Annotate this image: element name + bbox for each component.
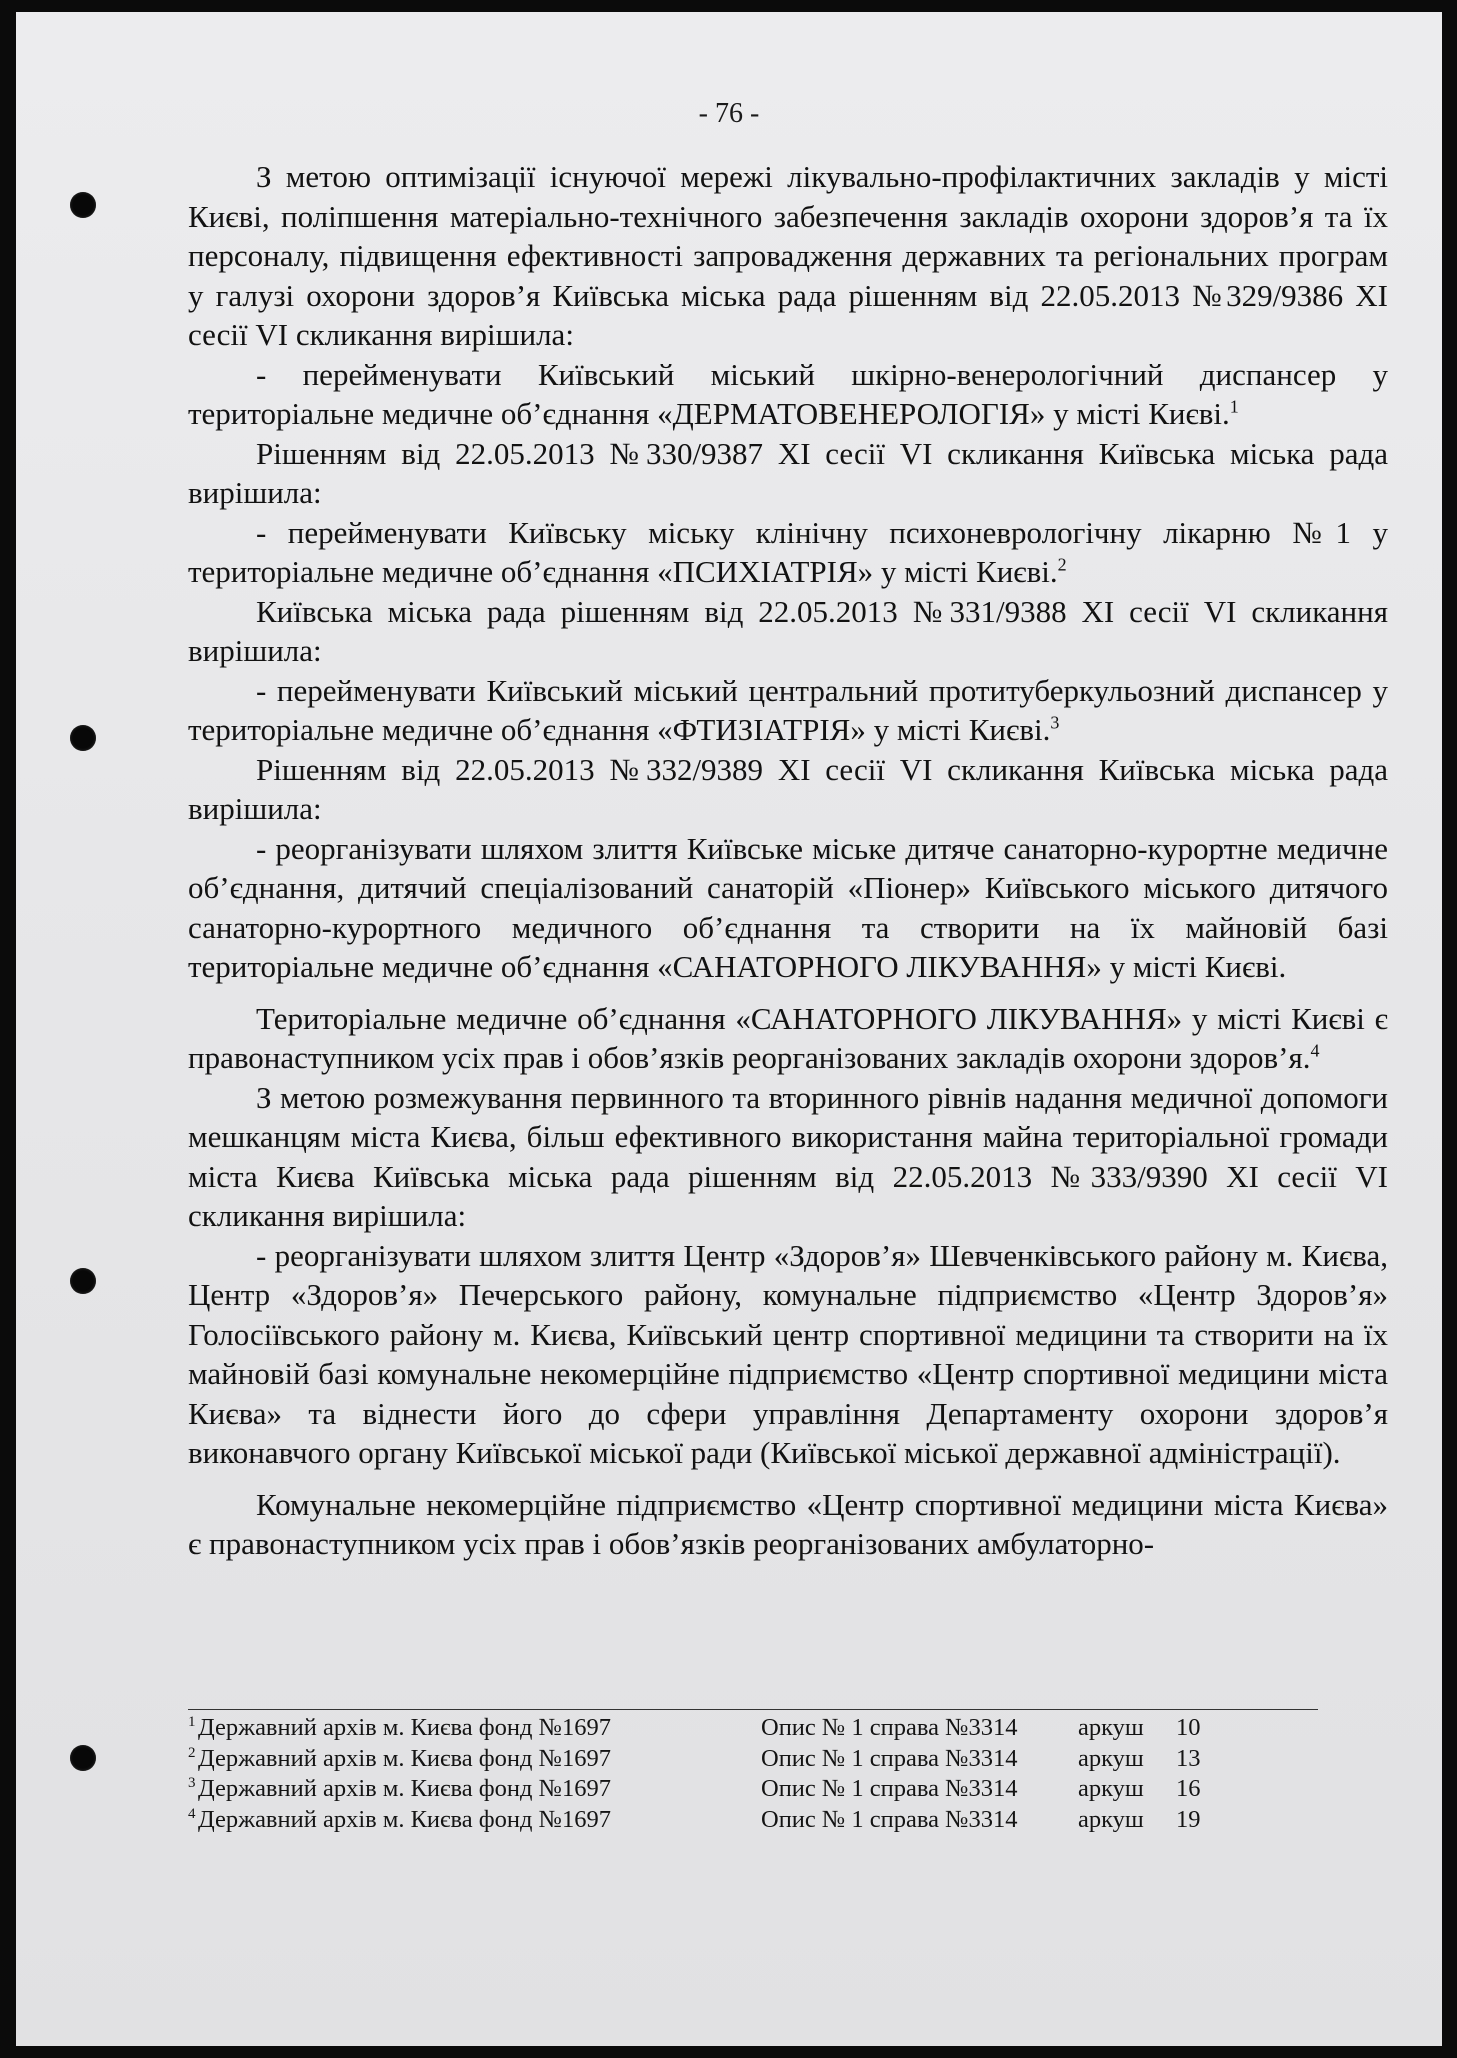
page-number: - 76 - [698, 98, 760, 129]
footnote-mark: 3 [188, 1775, 196, 1791]
footnote-source: Державний архів м. Києва фонд №1697 [198, 1775, 612, 1802]
document-page [16, 12, 1442, 2046]
footnote-ref: 2 [1057, 554, 1067, 575]
footnote-mark: 2 [188, 1744, 196, 1761]
paragraph: - перейменувати Київську міську клінічну психоневрологічну лікарню №1 у територіальне медичне об’єднання «ПСИХІАТРІЯ» у місті Києві.$^2$ [188, 514, 1388, 589]
footnote-arkush-label: аркуш [1078, 1805, 1144, 1833]
paragraph: Комунальне некомерційне підприємство «Центр спортивної медицини міста Києва» є правонаступником усіх прав і обов’язків реорганізованих амбулаторно- [188, 1486, 1388, 1561]
footnote-opys: Опис № 1 справа №3314 [761, 1775, 1018, 1802]
paragraph: Територіальне медичне об’єднання «САНАТОРНОГО ЛІКУВАННЯ» у місті Києві є правонаступником усіх прав і обов’язків реорганізованих закладів охорони здоров’я.$^4$ [188, 1000, 1388, 1075]
footnote-row [188, 1805, 1318, 1836]
punch-hole-icon [70, 725, 96, 751]
paragraph: - перейменувати Київський міський центральний протитуберкульозний диспансер у територіальне медичне об’єднання «ФТИЗІАТРІЯ» у місті Києві.$^3$ [188, 672, 1388, 747]
footnote-arkush-label: аркуш [1078, 1744, 1144, 1772]
footnote-row [188, 1744, 1318, 1775]
paragraph: З метою розмежування первинного та вторинного рівнів надання медичної допомоги мешканцям міста Києва, більш ефективного використання майна територіальної громади міста Києва Київська міська рада рішенням від 22.05.2013 №333/9390 XI сесії VI скликання вирішила: [188, 1079, 1388, 1233]
paragraph: Рішенням від 22.05.2013 №332/9389 XI сесії VI скликання Київська міська рада вирішила: [188, 751, 1388, 826]
footnote-source: Державний архів м. Києва фонд №1697 [198, 1744, 612, 1772]
paragraph: - реорганізувати шляхом злиття Центр «Здоров’я» Шевченківського району м. Києва, Центр «Здоров’я» Печерського району, комунальне підприємство «Центр Здоров’я» Голосіївського району м. Києва, Київський центр спортивної медицини та створити на їх майновій базі комунальне некомерційне підприємство «Центр спортивної медицини міста Києва» та віднести його до сфери управління Департаменту охорони здоров’я виконавчого органу Київської міської ради (Київської міської державної адміністрації). [188, 1237, 1388, 1470]
footnote-arkush-label: аркуш [1078, 1714, 1144, 1741]
paragraph: Київська міська рада рішенням від 22.05.2013 №331/9388 XI сесії VI скликання вирішила: [188, 593, 1388, 668]
footnote-arkush-number: 13 [1176, 1744, 1201, 1772]
footnote-row [188, 1774, 1318, 1805]
footnote-source: Державний архів м. Києва фонд №1697 [198, 1714, 612, 1741]
footnote-source: Державний архів м. Києва фонд №1697 [198, 1805, 612, 1833]
paragraph: З метою оптимізації існуючої мережі лікувально-профілактичних закладів у місті Києві, поліпшення матеріально-технічного забезпечення закладів охорони здоров’я та їх персоналу, підвищення ефективності запровадження державних та регіональних програм у галузі охорони здоров’я Київська міська рада рішенням від 22.05.2013 №329/9386 XI сесії VI скликання вирішила: [188, 159, 1388, 352]
punch-hole-icon [70, 1268, 96, 1294]
footnotes [188, 1713, 1318, 1835]
footnote-mark: 1 [188, 1714, 196, 1730]
footnote-ref: 3 [1050, 712, 1060, 733]
paragraph: Рішенням від 22.05.2013 №330/9387 XI сесії VI скликання Київська міська рада вирішила: [188, 435, 1388, 510]
paragraph: - перейменувати Київський міський шкірно-венерологічний диспансер у територіальне медичне об’єднання «ДЕРМАТОВЕНЕРОЛОГІЯ» у місті Києві.$^1$ [188, 356, 1388, 431]
footnote-opys: Опис № 1 справа №3314 [761, 1805, 1018, 1833]
footnote-divider [188, 1709, 1318, 1710]
footnote-ref: 1 [1229, 396, 1239, 417]
footnote-mark: 4 [188, 1805, 196, 1822]
footnote-row [188, 1713, 1318, 1744]
footnote-arkush-label: аркуш [1078, 1775, 1144, 1802]
footnote-arkush-number: 19 [1176, 1805, 1201, 1833]
punch-hole-icon [70, 1745, 96, 1771]
punch-hole-icon [70, 192, 96, 218]
footnote-arkush-number: 10 [1176, 1714, 1201, 1741]
footnote-arkush-number: 16 [1176, 1775, 1201, 1802]
footnote-ref: 4 [1310, 1040, 1320, 1061]
paragraph: - реорганізувати шляхом злиття Київське міське дитяче санаторно-курортне медичне об’єднання, дитячий спеціалізований санаторій «Піонер» Київського міського дитячого санаторно-курортного медичного об’єднання та створити на їх майновій базі територіальне медичне об’єднання «САНАТОРНОГО ЛІКУВАННЯ» у місті Києві. [188, 830, 1388, 984]
document-body [188, 157, 1388, 1564]
footnote-opys: Опис № 1 справа №3314 [761, 1744, 1018, 1772]
footnote-opys: Опис № 1 справа №3314 [761, 1714, 1018, 1741]
